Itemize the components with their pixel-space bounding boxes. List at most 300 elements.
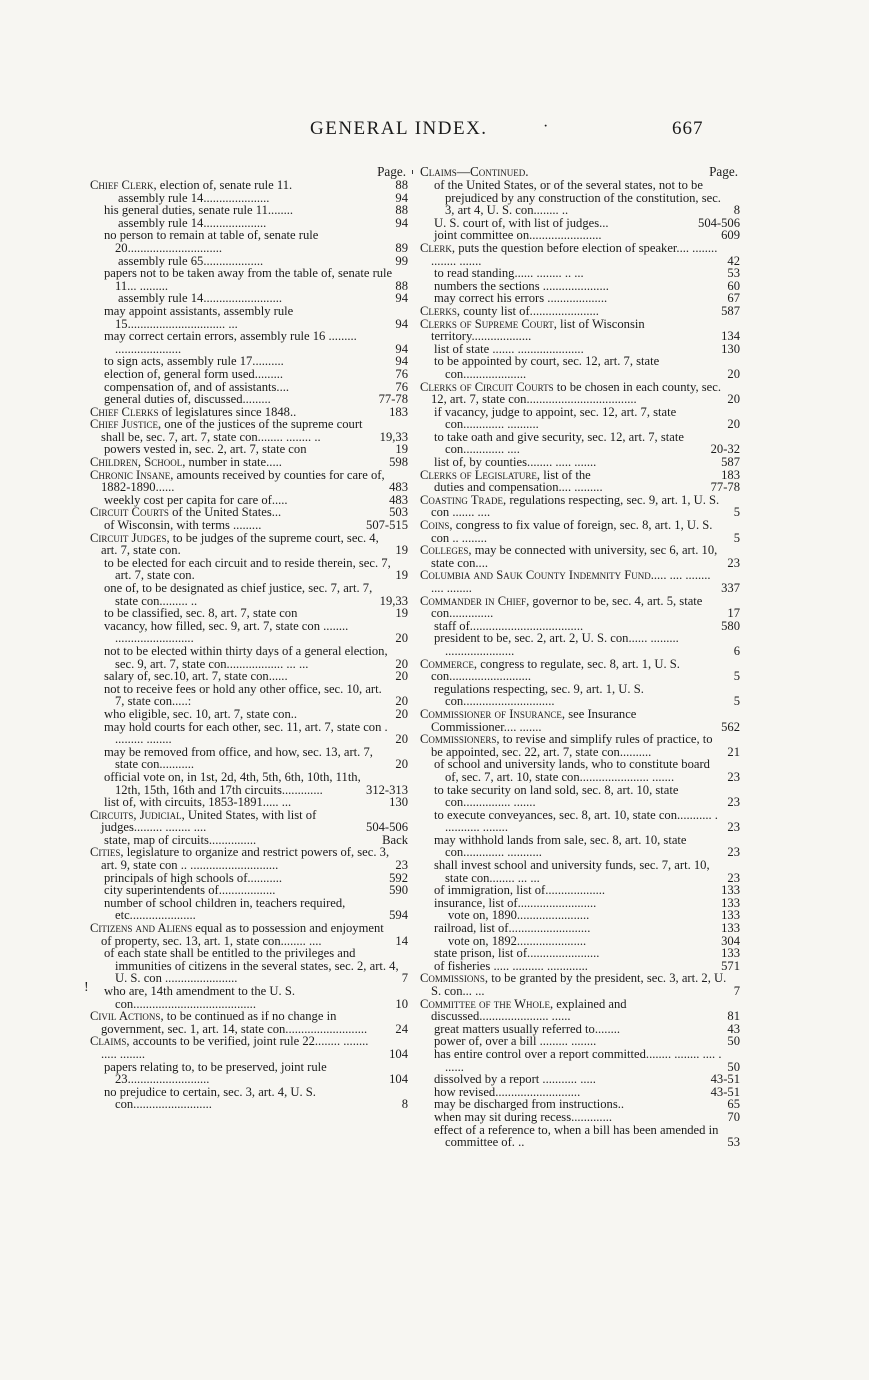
entry-heading: Civil Actions (90, 1009, 161, 1024)
entry-heading: Circuit Courts (90, 505, 169, 520)
entry-text (90, 532, 392, 557)
entry-text (420, 859, 724, 884)
entry-description: staff of.................................... (434, 618, 584, 633)
entry-page-ref: 23 (727, 820, 740, 835)
entry-text (90, 947, 399, 985)
entry-text (90, 809, 363, 834)
entry-page-ref: 104 (389, 1046, 408, 1061)
entry-description: of school and university lands, who to constitute board of, sec. 7, art. 10, state con...................... ....... (434, 757, 710, 784)
entry-text (420, 784, 724, 809)
index-heading-entry (420, 242, 740, 267)
entry-text (420, 355, 724, 380)
entry-description: general duties of, discussed......... (104, 392, 271, 407)
entry-page-ref: 133 (721, 921, 740, 936)
entry-text (90, 620, 392, 645)
entry-page-ref: 503 (389, 505, 408, 520)
entry-heading: Chronic Insane (90, 467, 171, 482)
index-subentry (90, 771, 408, 796)
index-subentry (420, 355, 740, 380)
entry-description: , see Insurance Commissioner.... ....... (431, 706, 637, 734)
entry-description: of fisheries ..... .......... ............. (434, 958, 588, 973)
entry-page-ref: 133 (721, 883, 740, 898)
index-heading-entry (420, 569, 740, 594)
entry-description: papers relating to, to be preserved, joint rule 23.......................... (104, 1059, 327, 1087)
entry-heading: Clerks (420, 303, 457, 318)
right-column-header (420, 164, 740, 179)
entry-description: , legislature to organize and restrict powers of, sec. 3, art. 9, state con .. ............................ (101, 845, 390, 873)
entry-description: list of, with circuits, 1853-1891..... ... (104, 795, 292, 810)
index-heading-entry (90, 1010, 408, 1035)
entry-description: to be appointed by court, sec. 12, art. 7, state con.................... (434, 354, 660, 381)
entry-description: , governor to be, sec. 4, art. 5, state con.............. (431, 593, 703, 621)
entry-text (90, 305, 392, 330)
entry-text (90, 846, 392, 871)
entry-page-ref: 304 (721, 933, 740, 948)
entry-heading: Committee of the Whole (420, 996, 550, 1011)
entry-page-ref: 20 (727, 417, 740, 432)
right-entries (420, 179, 740, 1149)
entry-heading: Chief Justice (90, 417, 158, 432)
page-header (0, 118, 869, 150)
entry-page-ref: 65 (727, 1097, 740, 1112)
entry-description: may be removed from office, and how, sec. 13, art. 7, state con........... (104, 744, 373, 772)
entry-description: of the United States, or of the several states, not to be prejudiced by any construction of the constitution, sec. 3, art 4, U. S. con........ .. (434, 178, 721, 218)
entry-description: to read standing...... ........ .. ... (434, 266, 584, 281)
entry-text (90, 922, 392, 947)
entry-description: state prison, list of....................... (434, 946, 600, 961)
index-subentry (90, 267, 408, 292)
entry-heading: Clerks of Supreme Court (420, 316, 554, 331)
entry-page-ref: 20 (727, 392, 740, 407)
entry-page-ref: 5 (733, 530, 740, 545)
entry-page-ref: 5 (733, 669, 740, 684)
entry-page-ref: 53 (727, 1135, 740, 1150)
entry-text (420, 519, 731, 544)
entry-text (90, 557, 392, 582)
entry-description: , amounts received by counties for care of, 1882-1890...... (101, 467, 385, 495)
entry-heading: Coins (420, 518, 450, 533)
entry-description: list of state ....... ..................... (434, 341, 584, 356)
entry-description: official vote on, in 1st, 2d, 4th, 5th, 6th, 10th, 11th, 12th, 15th, 16th and 17th circuits............. (104, 769, 361, 797)
entry-page-ref: 571 (721, 958, 740, 973)
page-number: 667 (672, 118, 704, 139)
entry-page-ref: 133 (721, 946, 740, 961)
entry-description: to take security on land sold, sec. 8, art. 10, state con............... ....... (434, 782, 679, 810)
entry-description: how revised........................... (434, 1084, 581, 1099)
index-heading-entry (420, 494, 740, 519)
entry-description: , may be connected with university, sec 6, art. 10, state con.... (431, 543, 718, 570)
index-heading-entry (420, 998, 740, 1023)
entry-description: to be elected for each circuit and to reside therein, sec. 7, art. 7, state con. (104, 555, 391, 583)
entry-description: , congress to fix value of foreign, sec. 8, art. 1, U. S. con .. ........ (431, 518, 713, 545)
entry-heading: Commissioner of Insurance (420, 706, 562, 721)
entry-page-ref: 183 (721, 467, 740, 482)
index-heading-entry (420, 733, 740, 758)
entry-description: power of, over a bill ......... ........ (434, 1034, 597, 1049)
entry-description: , congress to regulate, sec. 8, art. 1, U. S. con.......................... (431, 656, 680, 684)
entry-page-ref: 43 (727, 1021, 740, 1036)
entry-page-ref: 20 (395, 694, 408, 709)
entry-page-ref: 43-51 (710, 1072, 740, 1087)
index-subentry (420, 1124, 740, 1149)
left-entries (90, 179, 408, 1111)
entry-description: weekly cost per capita for care of..... (104, 492, 288, 507)
index-subentry (90, 683, 408, 708)
index-subentry (90, 947, 408, 985)
entry-heading: Circuits, Judicial (90, 807, 182, 822)
index-heading-entry (420, 708, 740, 733)
index-subentry (90, 985, 408, 1010)
index-subentry (90, 1086, 408, 1111)
entry-description: may be discharged from instructions.. (434, 1097, 625, 1112)
entry-description: , accounts to be verified, joint rule 22........ ........ ..... ........ (101, 1034, 369, 1061)
entry-page-ref: 609 (721, 228, 740, 243)
entry-description: assembly rule 14......................... (118, 291, 283, 306)
entry-description: ..... .... ........ .... ........ (431, 568, 711, 595)
entry-description: vote on, 1892...................... (448, 933, 587, 948)
entry-heading: Colleges (420, 543, 469, 558)
index-heading-entry (90, 469, 408, 494)
index-heading-entry (90, 1035, 408, 1060)
entry-page-ref: 89 (395, 240, 408, 255)
entry-page-ref: 594 (389, 908, 408, 923)
entry-description: election of, general form used......... (104, 366, 284, 381)
entry-text (90, 746, 392, 771)
index-heading-entry (90, 922, 408, 947)
page-label: Page. (709, 164, 738, 179)
entry-page-ref: 20 (395, 656, 408, 671)
entry-description: U. S. court of, with list of judges... (434, 215, 609, 230)
entry-page-ref: 10 (395, 996, 408, 1011)
entry-page-ref: 94 (395, 354, 408, 369)
continued-label: Claims—Continued. (420, 164, 529, 179)
entry-description: may withhold lands from sale, sec. 8, art. 10, state con............. ........... (434, 832, 687, 860)
index-subentry (420, 431, 740, 456)
index-subentry (420, 1048, 740, 1073)
index-heading-entry (90, 532, 408, 557)
index-subentry (420, 809, 740, 834)
entry-text (420, 998, 724, 1023)
entry-text (420, 834, 724, 859)
entry-page-ref: 14 (395, 933, 408, 948)
entry-description: vacancy, how filled, sec. 9, art. 7, state con ........ ......................... (104, 618, 349, 646)
entry-description: has entire control over a report committed........ ........ .... . ...... (434, 1046, 722, 1074)
entry-page-ref: 43-51 (710, 1084, 740, 1099)
entry-text (90, 985, 392, 1010)
column-divider (412, 170, 413, 174)
entry-text (90, 229, 392, 254)
entry-description: list of, by counties........ ..... ....... (434, 455, 597, 470)
entry-description: railroad, list of.......................... (434, 921, 591, 936)
index-subentry (90, 229, 408, 254)
index-subentry (420, 758, 740, 783)
entry-heading: Coasting Trade (420, 492, 504, 507)
entry-description: city superintendents of.................. (104, 883, 276, 898)
entry-page-ref: 23 (727, 845, 740, 860)
entry-text (420, 494, 731, 519)
entry-description: , list of the (536, 467, 591, 482)
entry-description: compensation of, and of assistants.... (104, 379, 290, 394)
entry-description: powers vested in, sec. 2, art. 7, state con (104, 442, 307, 457)
entry-page-ref: 19,33 (379, 429, 408, 444)
entry-page-ref: 50 (727, 1034, 740, 1049)
entry-page-ref: 130 (389, 795, 408, 810)
entry-description: , to be continued as if no change in government, sec. 1, art. 14, state con.......................... (101, 1009, 368, 1036)
entry-description: shall invest school and university funds, sec. 7, art. 10, state con........ ... ... (434, 858, 710, 885)
entry-page-ref: 8 (733, 203, 740, 218)
entry-description: to be classified, sec. 8, art. 7, state con (104, 606, 298, 621)
entry-page-ref: 67 (727, 291, 740, 306)
entry-page-ref: 23 (395, 858, 408, 873)
entry-page-ref: 23 (727, 769, 740, 784)
entry-text (420, 658, 731, 683)
entry-description: state, map of circuits............... (104, 832, 257, 847)
entry-page-ref: 6 (733, 643, 740, 658)
entry-page-ref: 23 (727, 870, 740, 885)
entry-text (90, 1010, 392, 1035)
entry-description: effect of a reference to, when a bill has been amended in committee of. .. (434, 1122, 719, 1150)
index-heading-entry (420, 544, 740, 569)
entry-page-ref: 504-506 (366, 820, 408, 835)
entry-description: assembly rule 14.................... (118, 215, 267, 230)
entry-page-ref: 7 (733, 984, 740, 998)
entry-page-ref: 133 (721, 895, 740, 910)
entry-text (90, 469, 386, 494)
entry-page-ref: 42 (727, 253, 740, 268)
entry-heading: Citizens and Aliens (90, 921, 193, 936)
entry-description: principals of high schools of........... (104, 870, 283, 885)
entry-page-ref: 20-32 (710, 442, 740, 457)
entry-page-ref: 20 (395, 669, 408, 684)
entry-description: not to be elected within thirty days of a general election, sec. 9, art. 7, state con.................. ... ... (104, 643, 388, 671)
entry-heading: Clerks of Circuit Courts (420, 379, 554, 394)
entry-description: , number in state..... (182, 455, 282, 470)
index-subentry (90, 721, 408, 746)
entry-page-ref: 88 (395, 278, 408, 293)
entry-page-ref: 17 (727, 606, 740, 621)
entry-description: , county list of...................... (456, 303, 599, 318)
entry-text (420, 632, 731, 657)
entry-description: to be chosen in each county, sec. 12, art. 7, state con................................... (431, 379, 722, 407)
index-subentry (90, 897, 408, 922)
index-heading-entry (90, 418, 408, 443)
entry-text (420, 569, 718, 594)
entry-page-ref: 5 (733, 694, 740, 709)
entry-page-ref: 19 (395, 568, 408, 583)
entry-page-ref: 483 (389, 492, 408, 507)
entry-description: , to revise and simplify rules of practice, to be appointed, sec. 22, art. 7, state con.......... (431, 732, 713, 759)
entry-page-ref: 183 (389, 404, 408, 419)
entry-description: duties and compensation.... ......... (434, 480, 603, 495)
index-subentry (420, 834, 740, 859)
entry-page-ref: 19 (395, 606, 408, 621)
index-heading-entry (420, 318, 740, 343)
entry-page-ref: 94 (395, 341, 408, 356)
entry-heading: Clerk (420, 240, 452, 255)
entry-page-ref: 81 (727, 1009, 740, 1024)
entry-page-ref: 19 (395, 442, 408, 457)
entry-text (90, 1061, 386, 1086)
entry-page-ref: 483 (389, 480, 408, 495)
entry-description: equal as to possession and enjoyment of property, sec. 13, art. 1, state con........ .... (101, 921, 384, 948)
entry-heading: Circuit Judges (90, 530, 167, 545)
entry-text (90, 645, 392, 670)
index-subentry (420, 406, 740, 431)
entry-text (90, 771, 363, 796)
entry-page-ref: 70 (727, 1109, 740, 1124)
entry-page-ref: 592 (389, 870, 408, 885)
entry-text (90, 1035, 386, 1060)
entry-description: to execute conveyances, sec. 8, art. 10, state con........... . ........... ........ (434, 807, 718, 835)
entry-text (90, 418, 377, 443)
entry-page-ref: 504-506 (698, 215, 740, 230)
entry-page-ref: 21 (727, 744, 740, 759)
entry-text (90, 582, 377, 607)
entry-page-ref: 133 (721, 908, 740, 923)
entry-description: assembly rule 65................... (118, 253, 264, 268)
entry-description: , explained and discussed...................... ...... (431, 996, 627, 1024)
entry-description: , United States, with list of judges......... ........ .... (101, 807, 317, 835)
entry-page-ref: 8 (401, 1097, 408, 1112)
entry-heading: Chief Clerks (90, 404, 159, 419)
entry-description: vote on, 1890....................... (448, 908, 590, 923)
entry-page-ref: 94 (395, 316, 408, 331)
index-subentry (420, 683, 740, 708)
entry-page-ref: 77-78 (378, 392, 408, 407)
entry-description: , to be granted by the president, sec. 3, art. 2, U. S. con... ... (431, 971, 727, 998)
entry-page-ref: 134 (721, 329, 740, 344)
index-heading-entry (420, 595, 740, 620)
entry-description: of each state shall be entitled to the privileges and immunities of citizens in the several states, sec. 2, art. 4, U. S. con ....................... (104, 946, 399, 986)
entry-page-ref: 77-78 (710, 480, 740, 495)
index-subentry (90, 746, 408, 771)
page-title: GENERAL INDEX. (310, 118, 488, 139)
entry-text (420, 242, 724, 267)
index-heading-entry (420, 658, 740, 683)
entry-page-ref: 94 (395, 190, 408, 205)
entry-text (420, 1124, 724, 1149)
entry-description: insurance, list of......................... (434, 895, 597, 910)
entry-description: president to be, sec. 2, art. 2, U. S. con...... ......... ...................... (434, 631, 679, 658)
entry-heading: Commissions (420, 971, 485, 986)
entry-description: of legislatures since 1848.. (158, 404, 297, 419)
entry-description: , one of the justices of the supreme court shall be, sec. 7, art. 7, state con........ ........ .. (101, 417, 363, 444)
entry-description: , regulations respecting, sec. 9, art. 1, U. S. con ....... .... (431, 492, 720, 520)
entry-description: of immigration, list of................... (434, 883, 606, 898)
entry-description: to take oath and give security, sec. 12, art. 7, state con............. .... (434, 429, 684, 457)
entry-description: may hold courts for each other, sec. 11, art. 7, state con . ......... ........ (104, 719, 388, 747)
entry-page-ref: Back (382, 832, 408, 847)
entry-text (90, 683, 392, 708)
entry-description: one of, to be designated as chief justice, sec. 7, art. 7, state con......... .. (104, 581, 373, 608)
entry-page-ref: 507-515 (366, 518, 408, 533)
entry-description: numbers the sections ..................... (434, 278, 609, 293)
index-subentry (90, 645, 408, 670)
index-heading-entry (90, 809, 408, 834)
entry-text (420, 1048, 724, 1073)
entry-text (420, 544, 724, 569)
entry-page-ref: 60 (727, 278, 740, 293)
entry-description: no person to remain at table of, senate rule 20.............................. (104, 228, 319, 255)
entry-heading: Children, School (90, 455, 183, 470)
entry-page-ref: 88 (395, 203, 408, 218)
entry-text (90, 897, 386, 922)
entry-page-ref: 20 (395, 757, 408, 772)
entry-description: no prejudice to certain, sec. 3, art. 4, U. S. con......................... (104, 1084, 316, 1112)
entry-page-ref: 312-313 (366, 782, 408, 797)
entry-heading: Clerks of Legislature (420, 467, 537, 482)
entry-text (420, 809, 724, 834)
entry-page-ref: 598 (389, 455, 408, 470)
entry-description: if vacancy, judge to appoint, sec. 12, art. 7, state con............. .......... (434, 404, 677, 432)
entry-description: when may sit during recess............. (434, 1109, 613, 1124)
entry-page-ref: 130 (721, 341, 740, 356)
entry-page-ref: 580 (721, 618, 740, 633)
entry-heading: Columbia and Sauk County Indemnity Fund (420, 568, 651, 583)
entry-page-ref: 24 (395, 1021, 408, 1036)
entry-page-ref: 104 (389, 1072, 408, 1087)
entry-page-ref: 99 (395, 253, 408, 268)
entry-description: joint committee on....................... (434, 228, 602, 243)
entry-description: of the United States... (168, 505, 282, 520)
index-subentry (420, 632, 740, 657)
entry-text (420, 733, 724, 758)
page-label: Page. (377, 164, 406, 179)
index-subentry (420, 784, 740, 809)
entry-text (420, 431, 708, 456)
entry-description: may appoint assistants, assembly rule 15............................... ... (104, 303, 294, 331)
entry-text (420, 758, 724, 783)
entry-description: , to be judges of the supreme court, sec. 4, art. 7, state con. (101, 530, 379, 558)
entry-page-ref: 562 (721, 719, 740, 734)
entry-description: papers not to be taken away from the table of, senate rule 11... ......... (104, 266, 393, 293)
entry-page-ref: 5 (733, 505, 740, 520)
entry-page-ref: 23 (727, 795, 740, 810)
entry-page-ref: 76 (395, 366, 408, 381)
index-heading-entry (90, 846, 408, 871)
entry-description: number of school children in, teachers required, etc..................... (104, 895, 346, 923)
index-heading-entry (420, 381, 740, 406)
entry-text (420, 179, 731, 217)
entry-heading: Chief Clerk (90, 178, 154, 192)
entry-page-ref: 337 (721, 581, 740, 595)
margin-mark: ! (84, 980, 89, 995)
entry-page-ref: 76 (395, 379, 408, 394)
index-subentry (90, 620, 408, 645)
entry-description: , puts the question before election of speaker.... ........ ........ ....... (431, 240, 718, 268)
entry-description: who are, 14th amendment to the U. S. con....................................... (104, 984, 295, 1011)
entry-description: his general duties, senate rule 11........ (104, 203, 294, 218)
entry-text (420, 406, 724, 431)
entry-description: regulations respecting, sec. 9, art. 1, U. S. con............................. (434, 681, 644, 709)
entry-page-ref: 20 (395, 631, 408, 646)
entry-text (90, 721, 392, 746)
entry-description: , list of Wisconsin territory................... (431, 316, 645, 344)
right-index-column (420, 164, 740, 1149)
entry-text (90, 330, 392, 355)
index-subentry (90, 1061, 408, 1086)
entry-text (90, 1086, 399, 1111)
index-heading-entry (420, 519, 740, 544)
entry-page-ref: 7 (401, 971, 408, 986)
entry-text (420, 683, 731, 708)
entry-page-ref: 20 (727, 366, 740, 381)
entry-page-ref: 88 (395, 178, 408, 192)
entry-heading: Commerce (420, 656, 474, 671)
entry-page-ref: 53 (727, 266, 740, 281)
entry-heading: Claims (90, 1034, 127, 1049)
entry-description: may correct his errors ................... (434, 291, 608, 306)
